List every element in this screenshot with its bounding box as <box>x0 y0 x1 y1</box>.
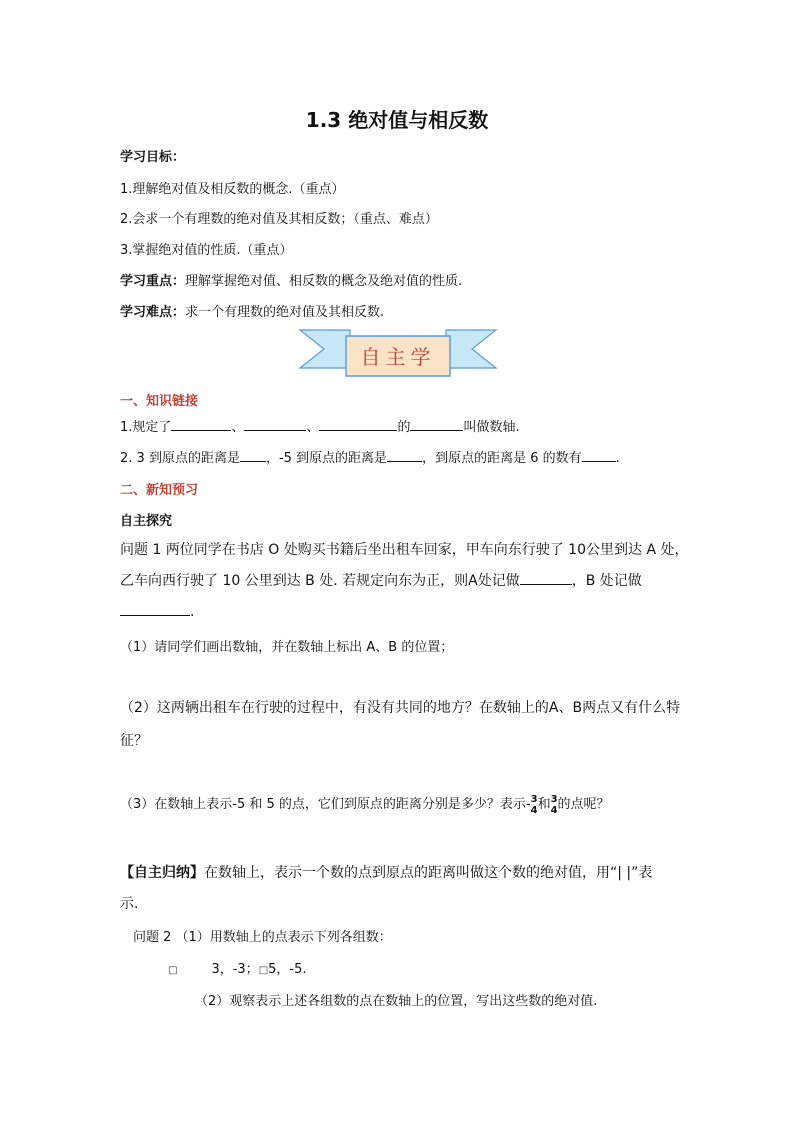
banner-ribbon-left <box>300 330 350 368</box>
objective-item: 1.理解绝对值及相反数的概念.（重点） <box>120 182 345 197</box>
problem1-sub1: （1）请同学们画出数轴，并在数轴上标出 A、B 的位置； <box>120 640 454 655</box>
problem1-line2: 乙车向西行驶了 10 公里到达 B 处. 若规定向东为正，则A处记做 ，B 处记做 <box>120 570 642 590</box>
key-point-line <box>120 270 462 289</box>
fraction-three-quarters: 3 4 <box>550 793 558 816</box>
missing-glyph-icon: □ <box>258 965 269 976</box>
banner-text: 自主学 <box>360 345 436 369</box>
summary-label: 【自主归纳】 <box>120 865 204 881</box>
key-point-text: 理解掌握绝对值、相反数的概念及绝对值的性质. <box>185 274 463 289</box>
section1-heading: 一、知识链接 <box>120 394 199 409</box>
problem1-sub3: （3）在数轴上表示-5 和 5 的点，它们到原点的距离分别是多少？表示- 3 4 和 3 4 的点呢？ <box>120 793 610 816</box>
objective-item: 3.掌握绝对值的性质.（重点） <box>120 243 293 258</box>
section1-q2: 2. 3 到原点的距离是 ，-5 到原点的距离是 ，到原点的距离是 6 的数有 . <box>120 447 620 466</box>
fill-blank <box>520 570 572 585</box>
fill-blank <box>171 416 231 431</box>
self-study-banner <box>298 326 498 382</box>
problem1-sub2-line2: 征？ <box>120 733 148 749</box>
summary-line2: 示. <box>120 896 139 912</box>
objective-item: 2.会求一个有理数的绝对值及其相反数；（重点、难点） <box>120 212 438 227</box>
difficulty-label: 学习难点： <box>120 305 186 320</box>
fill-blank <box>240 447 266 462</box>
problem2-groups: □ 3，-3；□5，-5. <box>168 962 307 977</box>
fraction-three-quarters: 3 4 <box>530 793 538 816</box>
page-title: 1.3 绝对值与相反数 <box>305 108 489 132</box>
fill-blank <box>319 416 397 431</box>
section2-heading: 二、新知预习 <box>120 483 199 498</box>
difficulty-line <box>120 301 384 320</box>
objectives-heading: 学习目标： <box>120 150 186 165</box>
key-point-label: 学习重点： <box>120 274 186 289</box>
problem2-line1: 问题 2 （1）用数轴上的点表示下列各组数： <box>133 930 392 945</box>
fill-blank <box>582 447 616 462</box>
section1-q1: 1.规定了 、 、 的 叫做数轴. <box>120 416 520 435</box>
explore-heading: 自主探究 <box>120 514 173 529</box>
difficulty-text: 求一个有理数的绝对值及其相反数. <box>185 305 385 320</box>
fill-blank <box>410 416 463 431</box>
fill-blank <box>244 416 306 431</box>
problem2-sub2: （2）观察表示上述各组数的点在数轴上的位置，写出这些数的绝对值. <box>195 994 598 1009</box>
summary-line1: 【自主归纳】在数轴上，表示一个数的点到原点的距离叫做这个数的绝对值，用“| |”表 <box>120 865 653 881</box>
fill-blank <box>120 601 190 616</box>
problem1-line1: 问题 1 两位同学在书店 O 处购买书籍后坐出租车回家，甲车向东行驶了 10公里到达 A 处， <box>120 542 689 558</box>
banner-ribbon-right <box>446 330 496 368</box>
missing-glyph-icon: □ <box>168 965 178 976</box>
problem1-sub2-line1: （2）这两辆出租车在行驶的过程中，有没有共同的地方？在数轴上的A、B两点又有什么特 <box>120 700 681 716</box>
fill-blank <box>387 447 422 462</box>
problem1-line3: . <box>120 601 194 620</box>
